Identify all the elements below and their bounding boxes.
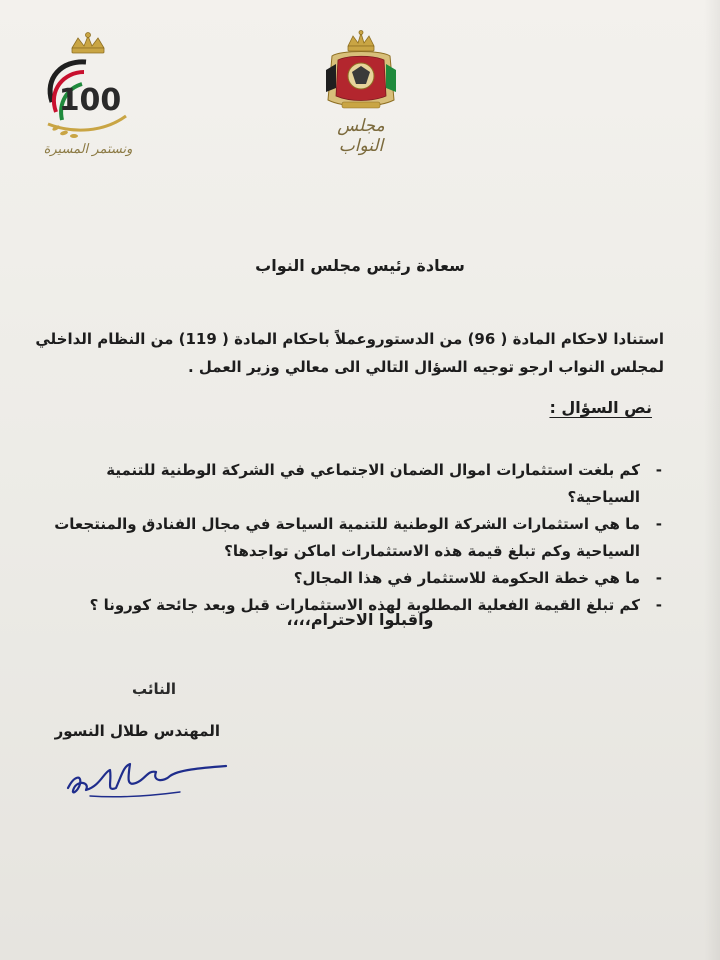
- intro-line: استنادا لاحكام المادة ( 96) من الدستوروعملاً باحكام المادة ( 119) من النظام الداخلي: [35, 330, 664, 348]
- paper-shadow: [704, 0, 720, 960]
- question-list: [52, 457, 662, 619]
- signatory-title: النائب: [131, 680, 177, 698]
- question-text: ما هي استثمارات الشركة الوطنية للتنمية السياحة في مجال الفنادق والمنتجعات السياحية وكم تبلغ قيمة هذه الاستثمارات اماكن تواجدها؟: [54, 515, 640, 560]
- salutation: سعادة رئيس مجلس النواب: [255, 256, 465, 275]
- question-text: ما هي خطة الحكومة للاستثمار في هذا المجال؟: [293, 569, 640, 587]
- closing-line: واقبلوا الاحترام،،،،: [286, 610, 434, 629]
- question-marker: -: [655, 461, 662, 479]
- question-item: [52, 565, 662, 592]
- handwritten-signature-icon: [60, 752, 230, 812]
- centennial-number: 100: [58, 83, 122, 118]
- parliament-emblem: [318, 30, 404, 156]
- coat-of-arms-icon: [318, 30, 404, 114]
- question-item: [52, 457, 662, 511]
- question-text: كم تبلغ القيمة الفعلية المطلوبة لهذه الاستثمارات قبل وبعد جائحة كورونا ؟: [89, 596, 640, 614]
- question-marker: -: [655, 596, 662, 614]
- centennial-logo: [34, 32, 142, 164]
- signatory-name: المهندس طلال النسور: [54, 722, 220, 740]
- question-marker: -: [655, 515, 662, 533]
- centennial-motto: ونستمر المسيرة: [43, 142, 133, 157]
- question-marker: -: [655, 569, 662, 587]
- parliament-name: مجلس النواب: [337, 116, 385, 156]
- question-text: كم بلغت استثمارات اموال الضمان الاجتماعي في الشركة الوطنية للتنمية السياحية؟: [106, 461, 640, 506]
- intro-line: لمجلس النواب ارجو توجيه السؤال التالي الى معالي وزير العمل .: [187, 358, 664, 376]
- question-heading: نص السؤال :: [549, 398, 652, 417]
- question-item: [52, 511, 662, 565]
- centennial-emblem-icon: [34, 32, 142, 144]
- intro-paragraph: [35, 325, 664, 381]
